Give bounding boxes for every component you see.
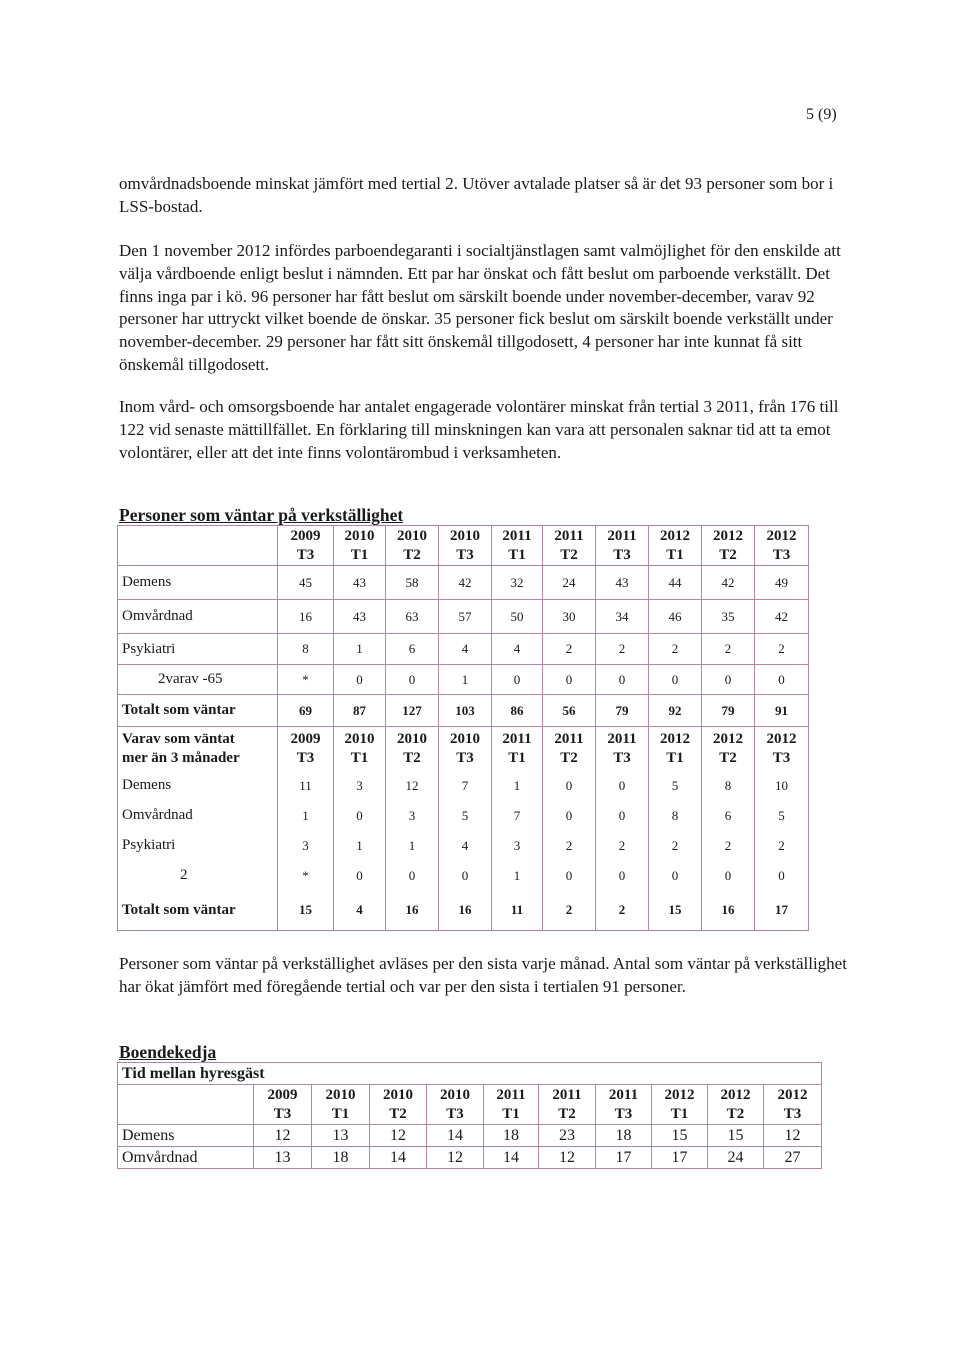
- header-year: 2012: [713, 730, 743, 747]
- table-cell: *: [278, 665, 334, 695]
- heading-waiting: Personer som väntar på verkställighet: [119, 505, 404, 525]
- header-year: 2009: [290, 730, 321, 747]
- table-cell: 2: [543, 891, 596, 931]
- table-cell: 4: [439, 634, 492, 665]
- table-cell: 18: [484, 1125, 539, 1147]
- row-label: Psykiatri: [122, 837, 176, 853]
- table-cell: 30: [543, 600, 596, 634]
- table-cell: 1: [492, 771, 543, 801]
- table-cell: 7: [439, 771, 492, 801]
- table-cell: 0: [596, 801, 649, 831]
- table1-header-cell: [755, 526, 809, 566]
- table2-header-cell: [427, 1085, 484, 1125]
- header-period: T1: [350, 749, 369, 766]
- table-cell: 86: [492, 695, 543, 727]
- table-cell: 0: [334, 665, 386, 695]
- table-row: [118, 695, 809, 727]
- header-year: 2012: [664, 1086, 695, 1103]
- table-cell: 0: [543, 861, 596, 891]
- table-row: [118, 1125, 822, 1147]
- table-cell: 79: [702, 695, 755, 727]
- waiting-table: [117, 525, 809, 931]
- row-label: Demens: [122, 777, 172, 793]
- table1-header-cell: [334, 526, 386, 566]
- header-period: T2: [558, 1105, 576, 1122]
- table-row: [118, 861, 809, 891]
- table-row: [118, 566, 809, 600]
- header-period: T3: [772, 749, 791, 766]
- table-row: [118, 801, 809, 831]
- table-cell: 17: [652, 1147, 708, 1169]
- table2-header-cell: [539, 1085, 596, 1125]
- header-year: 2011: [607, 730, 637, 747]
- table-cell: 16: [278, 600, 334, 634]
- table-cell: 12: [764, 1125, 822, 1147]
- table-cell: 0: [386, 861, 439, 891]
- table1-subheader-cell: [278, 727, 334, 771]
- table-cell: 10: [755, 771, 809, 801]
- table-cell: 43: [596, 566, 649, 600]
- table-cell: 5: [649, 771, 702, 801]
- table-cell: 63: [386, 600, 439, 634]
- table-cell: 50: [492, 600, 543, 634]
- row-label: Totalt som väntar: [122, 901, 236, 918]
- table1-header-cell: [702, 526, 755, 566]
- table-cell: 8: [702, 771, 755, 801]
- table-cell: 27: [764, 1147, 822, 1169]
- table-cell: 91: [755, 695, 809, 727]
- table-cell: 7: [492, 801, 543, 831]
- table-cell: 5: [439, 801, 492, 831]
- table1-header-cell: [439, 526, 492, 566]
- header-year: 2012: [713, 527, 743, 544]
- table-cell: 1: [334, 831, 386, 861]
- table-cell: 35: [702, 600, 755, 634]
- table-cell: 2: [649, 831, 702, 861]
- table-cell: 79: [596, 695, 649, 727]
- subheader-line-1: Varav som väntat: [122, 730, 235, 747]
- header-period: T1: [508, 546, 526, 563]
- table-cell: 11: [492, 891, 543, 931]
- header-year: 2011: [496, 1086, 526, 1103]
- table-cell: 23: [539, 1125, 596, 1147]
- table-cell: 17: [755, 891, 809, 931]
- header-year: 2012: [766, 527, 797, 544]
- header-year: 2012: [720, 1086, 751, 1103]
- table-cell: 15: [708, 1125, 764, 1147]
- header-year: 2011: [554, 730, 584, 747]
- table-cell: 42: [755, 600, 809, 634]
- table-cell: 2: [755, 634, 809, 665]
- header-year: 2010: [325, 1086, 356, 1103]
- row-label: Demens: [118, 1125, 254, 1147]
- table-cell: 12: [386, 771, 439, 801]
- table-cell: 1: [334, 634, 386, 665]
- table-cell: 1: [386, 831, 439, 861]
- header-year: 2012: [660, 527, 690, 544]
- table-cell: 0: [649, 861, 702, 891]
- table1-header-cell: [649, 526, 702, 566]
- table2-header-cell: [254, 1085, 312, 1125]
- header-year: 2009: [267, 1086, 298, 1103]
- table-cell: 43: [334, 566, 386, 600]
- table-cell: 0: [543, 771, 596, 801]
- header-year: 2010: [344, 527, 375, 544]
- table-cell: 2: [543, 831, 596, 861]
- table-cell: 6: [702, 801, 755, 831]
- table-cell: 42: [702, 566, 755, 600]
- header-year: 2010: [344, 730, 375, 747]
- table-cell: 4: [334, 891, 386, 931]
- table-cell: 0: [596, 665, 649, 695]
- table-cell: 2: [649, 634, 702, 665]
- table-cell: 14: [427, 1125, 484, 1147]
- table1-subheader-cell: [543, 727, 596, 771]
- table-cell: 13: [312, 1125, 370, 1147]
- row-label: Totalt som väntar: [118, 695, 278, 727]
- table2-header-cell: [370, 1085, 427, 1125]
- table-cell: 6: [386, 634, 439, 665]
- row-label: 2: [180, 867, 188, 883]
- table-cell: 15: [278, 891, 334, 931]
- table-cell: 12: [370, 1125, 427, 1147]
- header-period: T2: [719, 546, 737, 563]
- table-cell: 0: [596, 771, 649, 801]
- header-period: T2: [560, 546, 578, 563]
- table-cell: 45: [278, 566, 334, 600]
- table-row: [118, 1147, 822, 1169]
- table-cell: 2: [596, 831, 649, 861]
- table2-header-cell: [764, 1085, 822, 1125]
- table-cell: *: [278, 861, 334, 891]
- table1-header-corner: [118, 526, 278, 566]
- table-cell: 0: [334, 861, 386, 891]
- table-cell: 2: [596, 891, 649, 931]
- header-period: T3: [456, 749, 474, 766]
- header-period: T1: [502, 1105, 520, 1122]
- table1-header-row: [118, 526, 809, 566]
- table-cell: 87: [334, 695, 386, 727]
- table2-header-cell: [484, 1085, 539, 1125]
- table-cell: 46: [649, 600, 702, 634]
- paragraph-verkstallighet: Personer som väntar på verkställighet avläses per den sista varje månad. Antal som väntar på verkställighet har ökat jämfört med föregående tertial och var per den sista i tertialen 91 personer.: [119, 954, 847, 996]
- header-period: T1: [350, 546, 369, 563]
- header-period: T2: [560, 749, 578, 766]
- table-cell: 0: [649, 665, 702, 695]
- header-period: T3: [613, 546, 631, 563]
- table-cell: 3: [492, 831, 543, 861]
- table-cell: 0: [755, 861, 809, 891]
- table-cell: 15: [652, 1125, 708, 1147]
- table-cell: 14: [370, 1147, 427, 1169]
- table-cell: 0: [596, 861, 649, 891]
- page-number: 5 (9): [806, 106, 837, 123]
- table-cell: 2: [596, 634, 649, 665]
- table1-header-cell: [278, 526, 334, 566]
- table-cell: 8: [649, 801, 702, 831]
- table2-title: Tid mellan hyresgäst: [118, 1063, 822, 1085]
- header-period: T1: [666, 749, 684, 766]
- table-row: [118, 891, 809, 931]
- header-year: 2011: [552, 1086, 582, 1103]
- table-cell: 13: [254, 1147, 312, 1169]
- table1-subheader-label: [118, 727, 278, 771]
- header-period: T2: [389, 1105, 407, 1122]
- table-row: [118, 665, 809, 695]
- table-cell: 0: [492, 665, 543, 695]
- table-cell: 42: [439, 566, 492, 600]
- table-cell: 92: [649, 695, 702, 727]
- header-period: T3: [456, 546, 474, 563]
- table-cell: 3: [278, 831, 334, 861]
- header-year: 2012: [777, 1086, 808, 1103]
- paragraph-parboende: Den 1 november 2012 infördes parboendegaranti i socialtjänstlagen samt valmöjlighet för den enskilde att välja vårdboende enligt beslut i nämnden. Ett par har önskat och fått beslut om parboende verkställt. Det finns inga par i kö. 96 personer har fått beslut om särskilt boende under november-december, varav 92 personer har uttryckt vilket boende de önskar. 35 personer fick beslut om särskilt boende verkställt under november-december. 29 personer har fått sitt önskemål tillgodosett, 4 personer har inte kunnat få sitt önskemål tillgodosett.: [119, 241, 841, 374]
- table1-header-cell: [543, 526, 596, 566]
- table2-header-row: [118, 1085, 822, 1125]
- header-period: T3: [614, 1105, 633, 1122]
- table-cell: 58: [386, 566, 439, 600]
- header-period: T3: [446, 1105, 464, 1122]
- table-cell: 1: [439, 665, 492, 695]
- table-cell: 14: [484, 1147, 539, 1169]
- table-cell: 17: [596, 1147, 652, 1169]
- header-year: 2011: [554, 527, 584, 544]
- header-year: 2010: [397, 527, 427, 544]
- table1-subheader-cell: [386, 727, 439, 771]
- header-period: T1: [331, 1105, 350, 1122]
- table-cell: 103: [439, 695, 492, 727]
- row-label: Omvårdnad: [118, 600, 278, 634]
- table-cell: 49: [755, 566, 809, 600]
- table-cell: 1: [492, 861, 543, 891]
- table-cell: 0: [543, 801, 596, 831]
- paragraph-volontarer: Inom vård- och omsorgsboende har antalet engagerade volontärer minskat från tertial 3 2011, från 176 till 122 vid senaste mättillfället. En förklaring till minskningen kan vara att personalen saknar tid att ta emot volontärer, eller att det inte finns volontärombud i verksamheten.: [119, 397, 839, 462]
- table-cell: 32: [492, 566, 543, 600]
- table-cell: 2: [543, 634, 596, 665]
- table1-subheader-cell: [492, 727, 543, 771]
- header-year: 2011: [607, 527, 637, 544]
- table-row: [118, 831, 809, 861]
- table-cell: 5: [755, 801, 809, 831]
- table-cell: 0: [702, 861, 755, 891]
- table-cell: 57: [439, 600, 492, 634]
- table-cell: 2: [702, 634, 755, 665]
- header-year: 2010: [383, 1086, 413, 1103]
- table-cell: 127: [386, 695, 439, 727]
- header-year: 2009: [290, 527, 321, 544]
- table1-header-cell: [596, 526, 649, 566]
- subheader-line-2: mer än 3 månader: [122, 749, 240, 766]
- table-cell: 12: [427, 1147, 484, 1169]
- header-period: T3: [772, 546, 791, 563]
- table2-title-row: [118, 1063, 822, 1085]
- table-cell: 69: [278, 695, 334, 727]
- table2-header-cell: [596, 1085, 652, 1125]
- row-label: 2varav -65: [118, 665, 278, 695]
- table1-subheader-cell: [596, 727, 649, 771]
- header-period: T1: [508, 749, 526, 766]
- row-label: Demens: [118, 566, 278, 600]
- table-cell: 16: [386, 891, 439, 931]
- header-year: 2010: [450, 527, 480, 544]
- table-cell: 0: [334, 801, 386, 831]
- row-label: Omvårdnad: [122, 807, 193, 823]
- table-cell: 0: [543, 665, 596, 695]
- table-cell: 16: [439, 891, 492, 931]
- table1-subheader-cell: [702, 727, 755, 771]
- tenant-time-table: [117, 1062, 822, 1169]
- table-cell: 0: [386, 665, 439, 695]
- table1-subheader-cell: [334, 727, 386, 771]
- table1-subheader-cell: [439, 727, 492, 771]
- header-year: 2011: [608, 1086, 639, 1103]
- header-year: 2010: [440, 1086, 470, 1103]
- table2-header-cell: [708, 1085, 764, 1125]
- table1-subheader-row: [118, 727, 809, 771]
- header-period: T3: [296, 749, 315, 766]
- table-cell: 11: [278, 771, 334, 801]
- table-cell: 8: [278, 634, 334, 665]
- table-cell: 15: [649, 891, 702, 931]
- row-label: Psykiatri: [118, 634, 278, 665]
- table2-header-cell: [652, 1085, 708, 1125]
- header-year: 2010: [450, 730, 480, 747]
- table-cell: 2: [702, 831, 755, 861]
- table1-header-cell: [492, 526, 543, 566]
- header-period: T2: [403, 749, 421, 766]
- header-period: T1: [666, 546, 684, 563]
- table-cell: 12: [254, 1125, 312, 1147]
- table-cell: 4: [492, 634, 543, 665]
- table-cell: 3: [386, 801, 439, 831]
- table-cell: 2: [755, 831, 809, 861]
- heading-boendekedja: Boendekedja: [119, 1042, 217, 1062]
- header-period: T1: [670, 1105, 689, 1122]
- table2-header-corner: [118, 1085, 254, 1125]
- table-cell: 1: [278, 801, 334, 831]
- table-cell: 18: [312, 1147, 370, 1169]
- table-cell: 0: [755, 665, 809, 695]
- header-period: T2: [719, 749, 737, 766]
- table-row: [118, 600, 809, 634]
- row-label: Omvårdnad: [118, 1147, 254, 1169]
- table-row: [118, 634, 809, 665]
- header-year: 2012: [766, 730, 797, 747]
- table-cell: 18: [596, 1125, 652, 1147]
- header-period: T3: [613, 749, 631, 766]
- table1-subheader-cell: [649, 727, 702, 771]
- table-cell: 24: [543, 566, 596, 600]
- table-cell: 56: [543, 695, 596, 727]
- table-cell: 4: [439, 831, 492, 861]
- header-year: 2012: [660, 730, 690, 747]
- table-cell: 34: [596, 600, 649, 634]
- table-cell: 43: [334, 600, 386, 634]
- table-cell: 24: [708, 1147, 764, 1169]
- header-year: 2011: [502, 527, 532, 544]
- table2-header-cell: [312, 1085, 370, 1125]
- header-year: 2010: [397, 730, 427, 747]
- header-period: T3: [783, 1105, 802, 1122]
- header-period: T3: [273, 1105, 292, 1122]
- table-cell: 0: [702, 665, 755, 695]
- header-period: T2: [726, 1105, 745, 1122]
- table-cell: 44: [649, 566, 702, 600]
- header-year: 2011: [502, 730, 532, 747]
- table-cell: 0: [439, 861, 492, 891]
- table-cell: 16: [702, 891, 755, 931]
- table-row: [118, 771, 809, 801]
- header-period: T3: [296, 546, 315, 563]
- paragraph-omvardnad: omvårdnadsboende minskat jämfört med tertial 2. Utöver avtalade platser så är det 93 personer som bor i LSS-bostad.: [119, 174, 834, 216]
- header-period: T2: [403, 546, 421, 563]
- table1-header-cell: [386, 526, 439, 566]
- table-cell: 3: [334, 771, 386, 801]
- table1-subheader-cell: [755, 727, 809, 771]
- table-cell: 12: [539, 1147, 596, 1169]
